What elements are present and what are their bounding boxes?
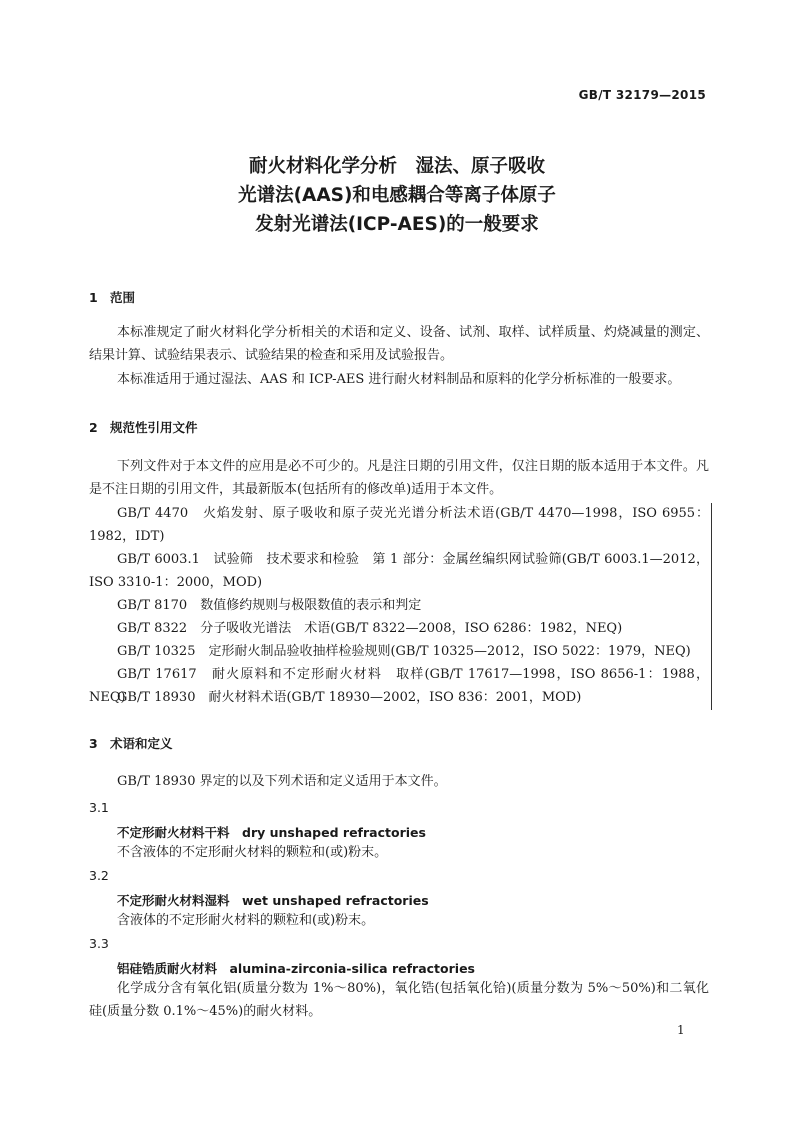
section-title: 范围 [110,290,136,305]
title-line-3: 发射光谱法(ICP-AES)的一般要求 [255,214,539,235]
reference-item: GB/T 4470 火焰发射、原子吸收和原子荧光光谱分析法术语(GB/T 4470—1998，ISO 6955：1982，IDT) [89,506,709,544]
scope-paragraph-1: 本标准规定了耐火材料化学分析相关的术语和定义、设备、试剂、取样、试样质量、灼烧减量的测定、结果计算、试验结果表示、试验结果的检查和采用及试验报告。 [89,325,709,363]
term-heading: 不定形耐火材料湿料 wet unshaped refractories [117,893,429,908]
section-number: 1 [89,290,98,305]
document-title [0,152,794,239]
title-line-2: 光谱法(AAS)和电感耦合等离子体原子 [238,185,556,206]
reference-item: GB/T 17617 耐火原料和不定形耐火材料 取样(GB/T 17617—1998，ISO 8656-1：1988，NEQ) [89,667,709,705]
reference-item: GB/T 8170 数值修约规则与极限数值的表示和判定 [117,598,422,613]
clause-number: 3.3 [89,936,109,951]
term-heading: 铝硅锆质耐火材料 alumina-zirconia-silica refractories [117,961,475,976]
term-definition: 不含液体的不定形耐火材料的颗粒和(或)粉末。 [117,845,388,860]
section-3-heading [89,734,173,752]
reference-item: GB/T 6003.1 试验筛 技术要求和检验 第 1 部分：金属丝编织网试验筛(GB/T 6003.1—2012，ISO 3310-1：2000，MOD) [89,552,709,590]
section-2-heading [89,418,198,436]
page-number: 1 [677,1023,685,1037]
section-1-heading [89,288,135,306]
margin-change-bar [711,503,712,710]
reference-item: GB/T 8322 分子吸收光谱法 术语(GB/T 8322—2008，ISO 6286：1982，NEQ) [117,621,623,636]
clause-number: 3.2 [89,868,109,883]
references-intro: 下列文件对于本文件的应用是必不可少的。凡是注日期的引用文件，仅注日期的版本适用于本文件。凡是不注日期的引用文件，其最新版本(包括所有的修改单)适用于本文件。 [89,459,709,497]
terms-intro: GB/T 18930 界定的以及下列术语和定义适用于本文件。 [117,774,447,789]
reference-item: GB/T 18930 耐火材料术语(GB/T 18930—2002，ISO 836：2001，MOD) [117,690,582,705]
reference-item: GB/T 10325 定形耐火制品验收抽样检验规则(GB/T 10325—2012，ISO 5022：1979，NEQ) [117,644,691,659]
term-definition: 化学成分含有氧化铝(质量分数为 1%～80%)，氧化锆(包括氧化铪)(质量分数为 5%～50%)和二氧化硅(质量分数 0.1%～45%)的耐火材料。 [89,981,709,1019]
term-definition: 含液体的不定形耐火材料的颗粒和(或)粉末。 [117,913,375,928]
section-title: 术语和定义 [110,736,173,751]
term-heading: 不定形耐火材料干料 dry unshaped refractories [117,825,426,840]
section-title: 规范性引用文件 [110,420,198,435]
standard-code: GB/T 32179—2015 [578,88,706,102]
title-line-1: 耐火材料化学分析 湿法、原子吸收 [248,156,545,177]
clause-number: 3.1 [89,800,109,815]
section-number: 3 [89,736,98,751]
scope-paragraph-2: 本标准适用于通过湿法、AAS 和 ICP-AES 进行耐火材料制品和原料的化学分析标准的一般要求。 [117,372,681,387]
section-number: 2 [89,420,98,435]
